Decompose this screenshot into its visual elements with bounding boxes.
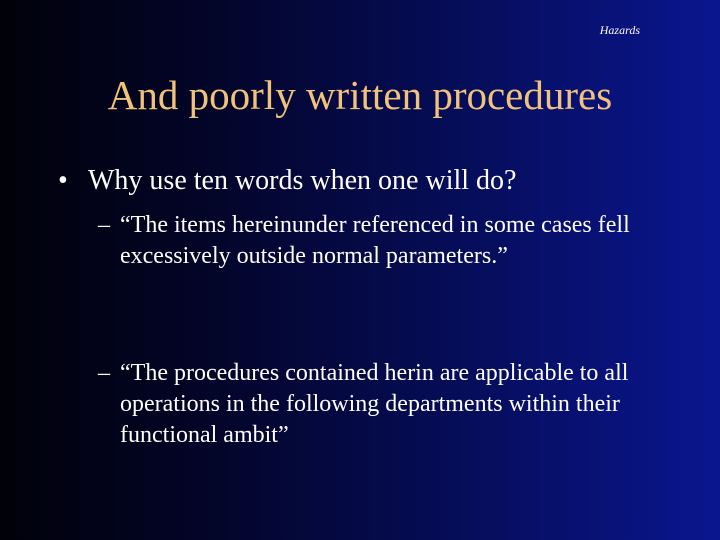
sub-bullet-text: “The procedures contained herin are applicable to all operations in the following departments within their functional ambit”	[120, 360, 629, 448]
sub-bullet-dash: –	[98, 360, 110, 386]
slide-header-tag: Hazards	[599, 23, 640, 37]
sub-bullet-1	[98, 210, 678, 272]
bullet-point	[58, 163, 516, 199]
sub-bullet-text: “The items hereinunder referenced in some cases fell excessively outside normal parameters.”	[120, 212, 630, 269]
sub-bullet-dash: –	[98, 212, 110, 238]
bullet-text: Why use ten words when one will do?	[88, 165, 517, 196]
bullet-marker: •	[58, 165, 68, 196]
slide-title: And poorly written procedures	[107, 72, 613, 118]
sub-bullet-2	[98, 358, 678, 451]
